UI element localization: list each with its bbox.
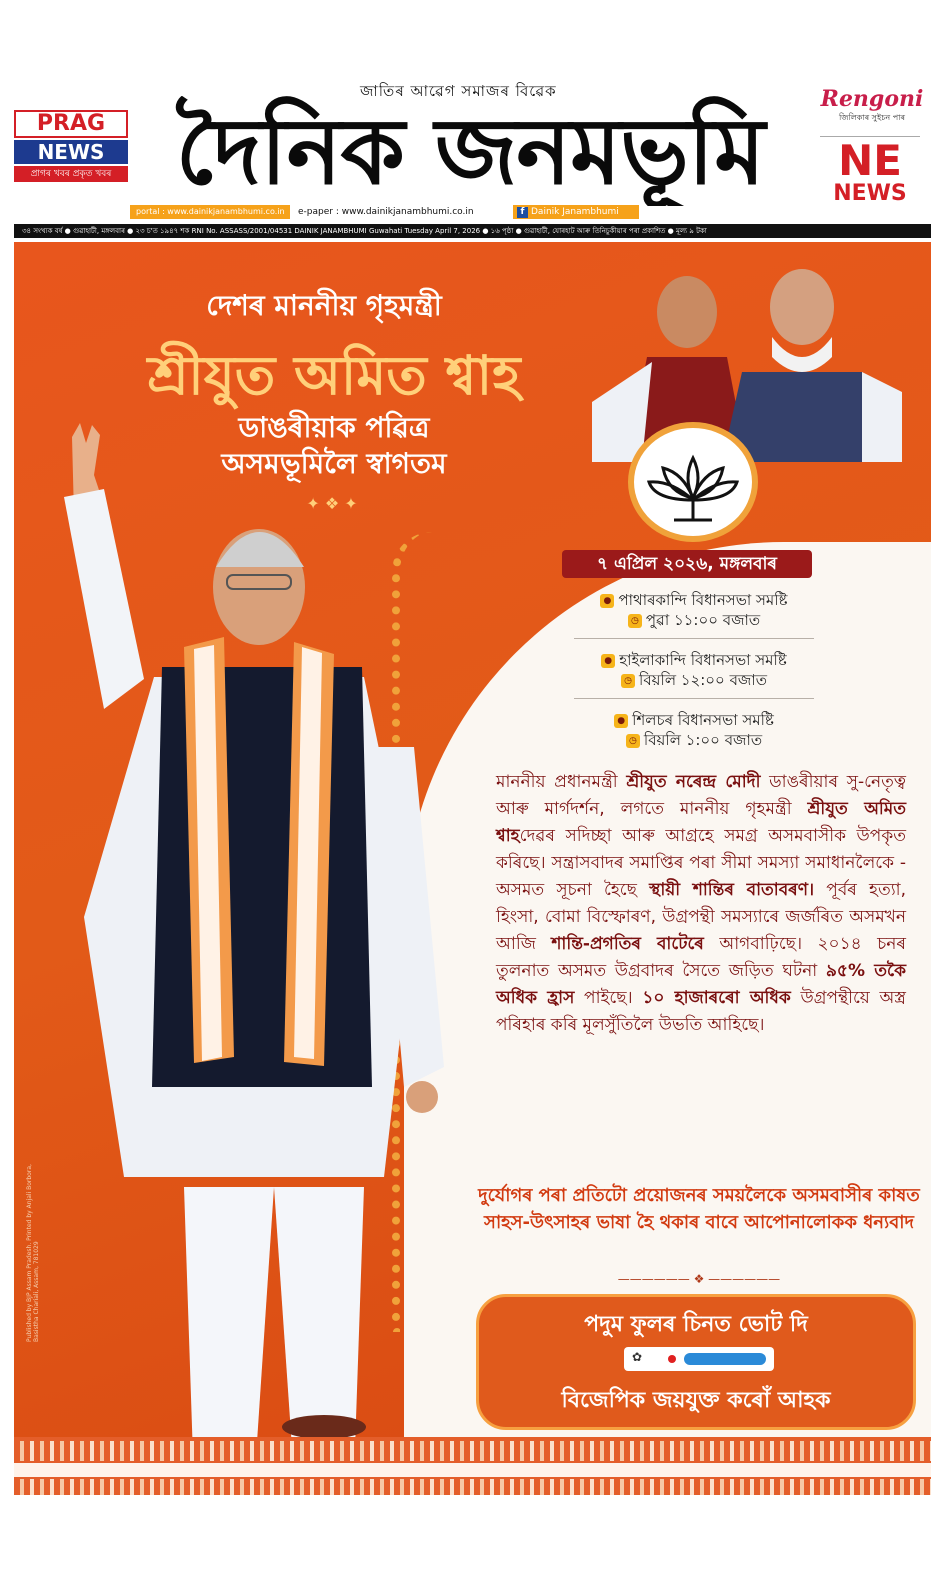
rengoni-name: Rengoni: [820, 86, 924, 112]
heading-name: শ্ৰীযুত অমিত শ্বাহ: [147, 343, 521, 407]
body-p4-bold: শান্তি-প্ৰগতিৰ বাটেৰে: [551, 934, 704, 954]
heading-line4: অসমভূমিলৈ স্বাগতম: [221, 447, 447, 480]
ne-news-line1: NE: [838, 136, 902, 185]
bjp-lotus-logo: [628, 422, 758, 542]
venue-time: পুৱা ১১:০০ বজাত: [645, 611, 761, 629]
body-p7: উগ্ৰপন্থীয়ে অস্ত্ৰ পৰিহাৰ কৰি মূলসুঁতিলৈ উভতি আহিছে।: [496, 988, 906, 1035]
heading-line3: ডাঙৰীয়াক পৱিত্ৰ: [238, 411, 430, 444]
prag-logo-tagline: প্ৰাগৰ খবৰ প্ৰকৃত খবৰ: [14, 166, 128, 182]
prag-news-logo: [14, 110, 128, 184]
vote-line2: বিজেপিক জয়যুক্ত কৰোঁ আহক: [561, 1388, 831, 1413]
lotus-icon: [634, 428, 752, 536]
event-date-badge: ৭ এপ্ৰিল ২০২৬, মঙ্গলবাৰ: [562, 550, 812, 578]
body-p5-bold: ৯৫% তকৈ অধিক হ্ৰাস: [496, 961, 906, 1008]
venue-time: বিয়লি ১:০০ বজাত: [643, 731, 763, 749]
ne-news-line2: NEWS: [833, 181, 907, 206]
newspaper-title: দৈনিক জনমভূমি: [175, 97, 765, 205]
amit-shah-photo: [44, 417, 464, 1477]
body-p2-bold: শ্ৰীযুত অমিত শ্বাহ: [496, 799, 906, 846]
clock-icon: ◷: [621, 674, 635, 688]
venue-2: [534, 650, 854, 690]
thanks-message: দুৰ্যোগৰ পৰা প্ৰতিটো প্ৰয়োজনৰ সময়লৈকে অসমবাসীৰ কাষত সাহস-উৎসাহৰ ভাষা হৈ থকাৰ বাবে আপোনালোকক ধন্যবাদ: [478, 1185, 920, 1233]
dateline-bar: ৩৪ সংখ্যক বৰ্ষ ● গুৱাহাটী, মঙ্গলবাৰ ● ২৩ চ'ত ১৯৪৭ শক RNI No. ASSASS/2001/04531 DAINIK JANAMBHUMI Guwahati Tuesday April 7, 2026 ● ১৬ পৃষ্ঠা ● গুৱাহাটী, যোৰহাট আৰু তিনিচুকীয়াৰ পৰা প্ৰকাশিত ● মূল্য ৯ টকা: [14, 224, 931, 238]
heading-line1: দেশৰ মাননীয় গৃহমন্ত্ৰী: [206, 289, 442, 322]
body-p1: মাননীয় প্ৰধানমন্ত্ৰী: [496, 772, 627, 792]
venue-place: পাথাৰকান্দি বিধানসভা সমষ্টি: [618, 591, 788, 609]
vote-line1: পদুম ফুলৰ চিনত ভোট দি: [584, 1312, 808, 1337]
ne-news-logo: [820, 136, 920, 208]
body-p4: পূৰ্বৰ হত্যা, হিংসা, বোমা বিস্ফোৰণ, উগ্ৰপন্থী সমস্যাৰে জৰ্জৰিত অসমখন আজি: [496, 880, 906, 954]
venue-divider: [574, 638, 814, 639]
epaper-link[interactable]: e-paper : www.dainikjanambhumi.co.in: [298, 207, 474, 217]
rengoni-sub: জিলিকাৰ সুইচন পাৰ: [839, 113, 905, 122]
body-p1-bold: শ্ৰীযুত নৰেন্দ্ৰ মোদী: [626, 772, 761, 792]
facebook-icon: f: [517, 207, 528, 218]
location-pin-icon: ●: [600, 594, 614, 608]
body-p6-bold: ১০ হাজাৰৰো অধিক: [642, 988, 791, 1008]
venue-place: হাইলাকান্দি বিধানসভা সমষ্টি: [619, 651, 787, 669]
body-p3: দেৱৰ সদিচ্ছা আৰু আগ্ৰহে সমগ্ৰ অসমবাসীক উপকৃত কৰিছে। সন্ত্ৰাসবাদৰ সমাপ্তিৰ পৰা সীমা সমস্যা সমাধানলৈকে - অসমত সূচনা হৈছে: [496, 826, 906, 900]
masthead-tagline: জাতিৰ আৱেগ সমাজৰ বিৱেক: [360, 82, 557, 100]
venue-time: বিয়লি ১২:০০ বজাত: [639, 671, 767, 689]
venue-3: [534, 710, 854, 750]
evm-button: [684, 1353, 766, 1365]
prag-logo-line2: NEWS: [14, 140, 128, 164]
prag-logo-line1: PRAG: [14, 110, 128, 138]
location-pin-icon: ●: [601, 654, 615, 668]
portal-link[interactable]: portal : www.dainikjanambhumi.co.in: [130, 205, 290, 219]
heading-ornament: ✦ ❖ ✦: [306, 494, 358, 513]
body-p2: ডাঙৰীয়াৰ সু-নেতৃত্ব আৰু মাৰ্গদৰ্শন, লগতে মাননীয় গৃহমন্ত্ৰী: [496, 772, 906, 819]
body-p6: পাইছে।: [574, 988, 643, 1008]
portal-strip: [130, 205, 640, 221]
ad-body-text: [496, 769, 906, 1039]
decorative-pattern-band: [14, 1437, 931, 1495]
facebook-label: Dainik Janambhumi: [531, 207, 619, 217]
clock-icon: ◷: [626, 734, 640, 748]
body-p5: আগবাঢ়িছে। ২০১৪ চনৰ তুলনাত অসমত উগ্ৰবাদৰ সৈতে জড়িত ঘটনা: [496, 934, 906, 981]
evm-illustration: [624, 1347, 774, 1371]
clock-icon: ◷: [628, 614, 642, 628]
political-advertisement: [14, 242, 931, 1495]
body-p3-bold: স্থায়ী শান্তিৰ বাতাবৰণ।: [649, 880, 815, 900]
rengoni-logo: [812, 86, 932, 126]
publisher-imprint: Published by BJP Assam Pradesh. Printed by Anjali Borbora, Basistha Chariali, Assam, 781029: [26, 1164, 40, 1342]
lotus-icon: ✿: [632, 1350, 643, 1364]
venue-divider: [574, 698, 814, 699]
venue-1: [534, 590, 854, 630]
vote-appeal-box: [476, 1294, 916, 1430]
facebook-link[interactable]: [513, 205, 639, 219]
location-pin-icon: ●: [614, 714, 628, 728]
ornament-divider: —————— ❖ ——————: [617, 1272, 781, 1286]
evm-light: [668, 1355, 676, 1363]
venue-place: শিলচৰ বিধানসভা সমষ্টি: [632, 711, 774, 729]
masthead: [0, 0, 945, 222]
